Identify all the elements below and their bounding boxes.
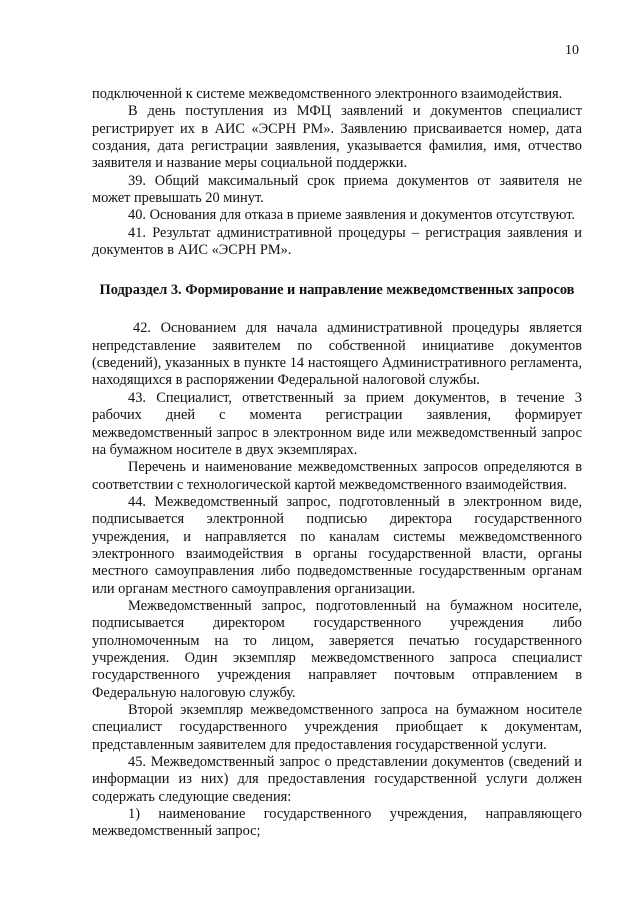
paragraph: 40. Основания для отказа в приеме заявления и документов отсутствуют. — [128, 207, 576, 224]
paragraph: 39. Общий максимальный срок приема документов от заявителя не может превышать 20 минут. — [92, 172, 582, 207]
paragraph: Межведомственный запрос, подготовленный на бумажном носителе, подписывается директором государственного учреждения либо уполномоченным на то лицом, заверяется печатью государственного учреждения. Один экземпляр межведомственного запроса специалист государственного учреждения направляет почтовым отправлением в Федеральную налоговую службу. — [92, 597, 582, 701]
paragraph: В день поступления из МФЦ заявлений и документов специалист регистрирует их в АИС «ЭСРН РМ». Заявлению присваивается номер, дата создания, дата регистрации заявления, указывается фамилия, имя, отчество заявителя и название меры социальной поддержки. — [92, 103, 582, 172]
document-body — [92, 86, 582, 841]
paragraph: Перечень и наименование межведомственных запросов определяются в соответствии с технологической картой межведомственного взаимодействия. — [92, 459, 582, 493]
paragraph: подключенной к системе межведомственного электронного взаимодействия. — [92, 86, 563, 102]
paragraph: 1) наименование государственного учреждения, направляющего межведомственный запрос; — [92, 806, 582, 840]
section-heading: Подраздел 3. Формирование и направление межведомственных запросов — [99, 282, 575, 299]
paragraph: 42. Основанием для начала административной процедуры является непредставление заявителем по собственной инициативе документов (сведений), указанных в пункте 14 настоящего Административного регламента, находящихся в распоряжении Федеральной налоговой службы. — [92, 320, 582, 389]
paragraph: 41. Результат административной процедуры – регистрация заявления и документов в АИС «ЭСРН РМ». — [92, 224, 582, 259]
paragraph: 45. Межведомственный запрос о представлении документов (сведений и информации из них) для предоставления государственной услуги должен содержать следующие сведения: — [92, 754, 582, 805]
page-number: 10 — [565, 43, 579, 58]
paragraph: 44. Межведомственный запрос, подготовленный в электронном виде, подписывается электронной подписью директора государственного учреждения, и направляется по каналам системы межведомственного электронного взаимодействия в органы государственной власти, органы местного самоуправления либо подведомственные государственным органам или органам местного самоуправления организации. — [92, 493, 582, 597]
paragraph: 43. Специалист, ответственный за прием документов, в течение 3 рабочих дней с момента регистрации заявления, формирует межведомственный запрос в электронном виде или межведомственный запрос на бумажном носителе в двух экземплярах. — [92, 389, 582, 458]
paragraph: Второй экземпляр межведомственного запроса на бумажном носителе специалист государственного учреждения приобщает к документам, представленным заявителем для предоставления государственной услуги. — [92, 702, 582, 753]
